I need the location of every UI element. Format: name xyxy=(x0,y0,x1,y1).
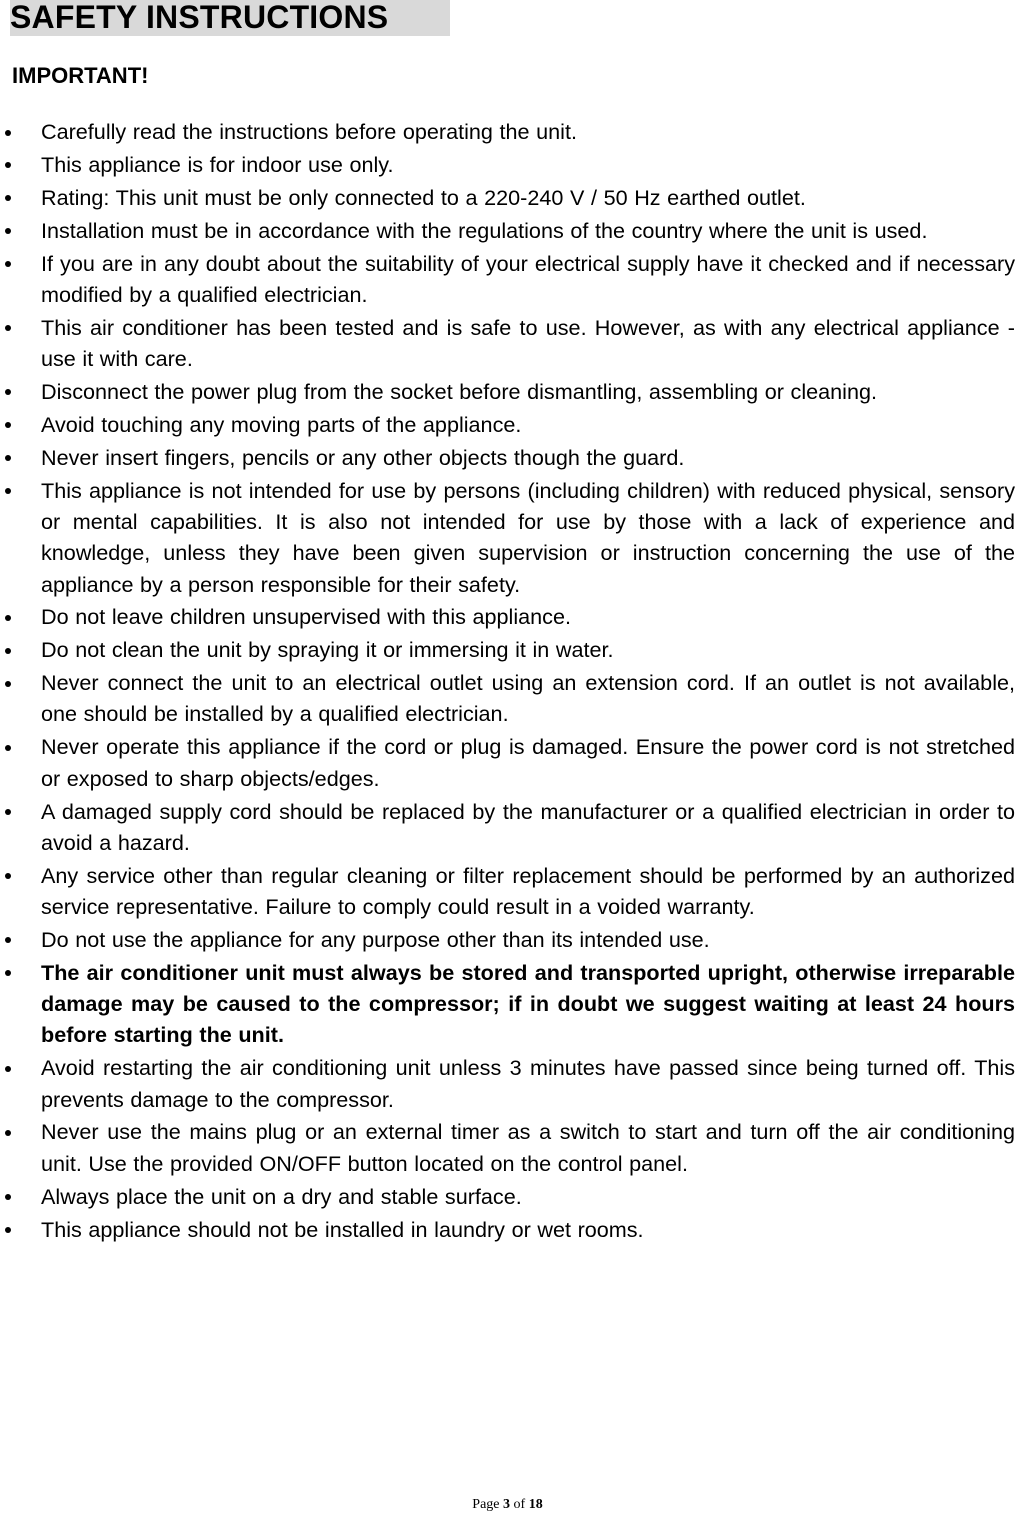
instruction-text: Avoid restarting the air conditioning unit unless 3 minutes have passed since being turned off. This prevents damage to the compressor. xyxy=(41,1055,1015,1112)
instruction-text: If you are in any doubt about the suitability of your electrical supply have it checked and if necessary modified by a qualified electrician. xyxy=(41,250,1015,307)
instruction-text: This appliance should not be installed in laundry or wet rooms. xyxy=(41,1216,644,1242)
instruction-item xyxy=(0,248,1015,311)
instruction-text: Never operate this appliance if the cord or plug is damaged. Ensure the power cord is not stretched or exposed to sharp objects/edges. xyxy=(41,734,1015,791)
instruction-text: Any service other than regular cleaning or filter replacement should be performed by an authorized service representative. Failure to comply could result in a voided warranty. xyxy=(41,862,1015,920)
bullet-icon xyxy=(5,1227,11,1233)
instruction-text: A damaged supply cord should be replaced by the manufacturer or a qualified electrician in order to avoid a hazard. xyxy=(41,798,1015,855)
instruction-text: Always place the unit on a dry and stable surface. xyxy=(41,1183,522,1209)
instruction-item xyxy=(0,731,1015,794)
bullet-icon xyxy=(5,1066,11,1072)
bullet-icon xyxy=(5,745,11,751)
instruction-item xyxy=(0,860,1015,923)
instruction-item xyxy=(0,1052,1015,1115)
instruction-text: Do not clean the unit by spraying it or immersing it in water. xyxy=(41,637,614,663)
instruction-text: Do not use the appliance for any purpose other than its intended use. xyxy=(41,926,710,952)
bullet-icon xyxy=(5,1194,11,1200)
bullet-icon xyxy=(5,648,11,654)
instruction-item xyxy=(0,1214,1015,1245)
instruction-text: The air conditioner unit must always be stored and transported upright, otherwise irreparable damage may be caused to the compressor; if in doubt we suggest waiting at least 24 hours before starting the unit. xyxy=(41,959,1015,1048)
instruction-text: Do not leave children unsupervised with this appliance. xyxy=(41,604,571,630)
bullet-icon xyxy=(5,681,11,687)
instruction-text: Installation must be in accordance with the regulations of the country where the unit is used. xyxy=(41,217,928,243)
bullet-icon xyxy=(5,389,11,395)
instruction-item xyxy=(0,475,1015,600)
instruction-text: Never use the mains plug or an external timer as a switch to start and turn off the air conditioning unit. Use the provided ON/OFF button located on the control panel. xyxy=(41,1119,1015,1176)
important-heading: IMPORTANT! xyxy=(12,63,149,88)
bullet-icon xyxy=(5,873,11,879)
instruction-item xyxy=(0,312,1015,375)
instruction-text: Never insert fingers, pencils or any other objects though the guard. xyxy=(41,444,685,470)
instruction-item xyxy=(0,1181,1015,1212)
instruction-item xyxy=(0,667,1015,730)
bullet-icon xyxy=(5,261,11,267)
bullet-icon xyxy=(5,228,11,234)
instruction-item xyxy=(0,149,1015,180)
bullet-icon xyxy=(5,162,11,168)
safety-instructions-list xyxy=(0,116,1015,1246)
bullet-icon xyxy=(5,970,11,976)
instruction-text: Never connect the unit to an electrical outlet using an extension cord. If an outlet is not available, one should be installed by a qualified electrician. xyxy=(41,670,1015,727)
bullet-icon xyxy=(5,488,11,494)
bullet-icon xyxy=(5,455,11,461)
bullet-icon xyxy=(5,615,11,621)
bullet-icon xyxy=(5,422,11,428)
bullet-icon xyxy=(5,195,11,201)
instruction-text: Avoid touching any moving parts of the appliance. xyxy=(41,411,522,437)
instruction-item xyxy=(0,182,1015,213)
bullet-icon xyxy=(5,130,11,136)
instruction-item xyxy=(0,796,1015,859)
instruction-item xyxy=(0,601,1015,632)
total-pages-number: 18 xyxy=(528,1497,543,1512)
instruction-item xyxy=(0,634,1015,665)
instruction-item xyxy=(0,215,1015,246)
instruction-item xyxy=(0,442,1015,473)
current-page-number: 3 xyxy=(503,1497,511,1512)
instruction-item xyxy=(0,924,1015,955)
instruction-item xyxy=(0,1116,1015,1179)
page-footer xyxy=(0,1497,1015,1513)
instruction-text: This appliance is for indoor use only. xyxy=(41,151,394,177)
page-label: Page xyxy=(472,1497,500,1512)
bullet-icon xyxy=(5,809,11,815)
bullet-icon xyxy=(5,1130,11,1136)
instruction-text: Disconnect the power plug from the socket before dismantling, assembling or cleaning. xyxy=(41,378,877,404)
instruction-text: This air conditioner has been tested and is safe to use. However, as with any electrical appliance - use it with care. xyxy=(41,314,1015,372)
bullet-icon xyxy=(5,937,11,943)
instruction-item xyxy=(0,957,1015,1051)
instruction-item xyxy=(0,409,1015,440)
page-of-label: of xyxy=(513,1497,526,1512)
page-title: SAFETY INSTRUCTIONS xyxy=(10,0,450,36)
instruction-text: Rating: This unit must be only connected to a 220-240 V / 50 Hz earthed outlet. xyxy=(41,184,806,210)
instruction-text: This appliance is not intended for use by persons (including children) with reduced physical, sensory or mental capabilities. It is also not intended for use by those with a lack of experience and knowledge, unless they have been given supervision or instruction concerning the use of the appliance by a person responsible for their safety. xyxy=(41,477,1015,597)
bullet-icon xyxy=(5,325,11,331)
instruction-item xyxy=(0,376,1015,407)
instruction-item xyxy=(0,116,1015,147)
instruction-text: Carefully read the instructions before operating the unit. xyxy=(41,119,577,144)
